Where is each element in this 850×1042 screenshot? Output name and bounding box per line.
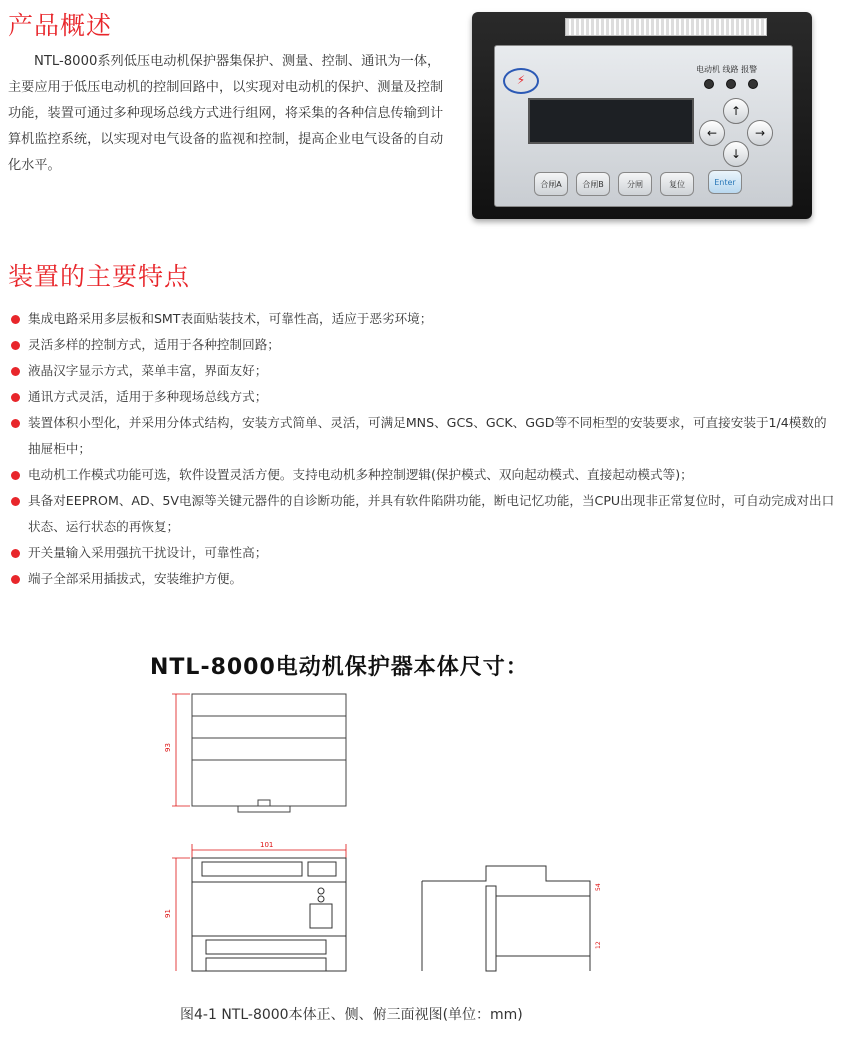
bullet-icon (11, 341, 20, 350)
bullet-icon (11, 471, 20, 480)
list-item: 开关量输入采用强抗干扰设计，可靠性高； (8, 540, 838, 566)
figure-caption: 图4-1 NTL-8000本体正、侧、俯三面视图(单位：mm) (180, 1007, 523, 1023)
bullet-icon (11, 549, 20, 558)
list-item: 电动机工作模式功能可选，软件设置灵活方便。支持电动机多种控制逻辑(保护模式、双向起动模式、直接起动模式等)； (8, 462, 838, 488)
bullet-icon (11, 315, 20, 324)
dimensions-title: NTL-8000电动机保护器本体尺寸： (150, 655, 529, 680)
list-item: 通讯方式灵活，适用于多种现场总线方式； (8, 384, 838, 410)
list-item: 液晶汉字显示方式，菜单丰富，界面友好； (8, 358, 838, 384)
overview-title: 产品概述 (8, 11, 113, 40)
top-view-drawing (192, 694, 346, 812)
line-led-icon (726, 79, 736, 89)
feature-list (8, 306, 838, 592)
front-view-dim-lines (172, 844, 346, 971)
overview-text: NTL-8000系列低压电动机保护器集保护、测量、控制、通讯为一体，主要应用于低压电动机的控制回路中，以实现对电动机的保护、测量及控制功能，装置可通过多种现场总线方式进行组网，将采集的各种信息传输到计算机监控系统，以实现对电气设备的监视和控制，提高企业电气设备的自动化水平。 (8, 54, 444, 173)
height-top-label: 93 (164, 743, 172, 752)
list-item: 装置体积小型化，并采用分体式结构，安装方式简单、灵活，可满足MNS、GCS、GCK、GGD等不同柜型的安装要求，可直接安装于1/4模数的抽屉柜中； (8, 410, 838, 462)
down-arrow-icon[interactable]: ↓ (723, 141, 749, 167)
side-a-label: 54 (595, 883, 602, 891)
indicator-labels: 电动机 线路 报警 (696, 65, 758, 74)
top-view-dim-lines (172, 694, 190, 806)
list-item: 具备对EEPROM、AD、5V电源等关键元器件的自诊断功能，并具有软件陷阱功能，断电记忆功能，当CPU出现非正常复位时，可自动完成对出口状态、运行状态的再恢复； (8, 488, 838, 540)
reset-button[interactable]: 复位 (660, 172, 694, 196)
close-a-button[interactable]: 合闸A (534, 172, 568, 196)
bullet-icon (11, 497, 20, 506)
side-b-label: 12 (595, 941, 602, 949)
front-view-drawing (192, 858, 346, 971)
enter-button[interactable]: Enter (708, 170, 742, 194)
right-arrow-icon[interactable]: → (747, 120, 773, 146)
list-item: 灵活多样的控制方式，适用于各种控制回路； (8, 332, 838, 358)
height-front-label: 91 (164, 909, 172, 918)
features-title: 装置的主要特点 (8, 262, 191, 291)
list-item: 集成电路采用多层板和SMT表面贴装技术，可靠性高，适应于恶劣环境； (8, 306, 838, 332)
bullet-icon (11, 393, 20, 402)
lcd-screen (528, 98, 694, 144)
left-arrow-icon[interactable]: ← (699, 120, 725, 146)
width-front-label: 101 (260, 841, 274, 849)
motor-led-icon (704, 79, 714, 89)
dimension-drawings (160, 686, 620, 986)
brand-logo-icon: ⚡ (503, 68, 539, 94)
close-b-button[interactable]: 合闸B (576, 172, 610, 196)
bullet-icon (11, 419, 20, 428)
bullet-icon (11, 367, 20, 376)
barcode-sticker (565, 18, 767, 36)
up-arrow-icon[interactable]: ↑ (723, 98, 749, 124)
open-button[interactable]: 分闸 (618, 172, 652, 196)
alarm-led-icon (748, 79, 758, 89)
list-item: 端子全部采用插拔式，安装维护方便。 (8, 566, 838, 592)
side-view-drawing (422, 866, 590, 971)
bullet-icon (11, 575, 20, 584)
